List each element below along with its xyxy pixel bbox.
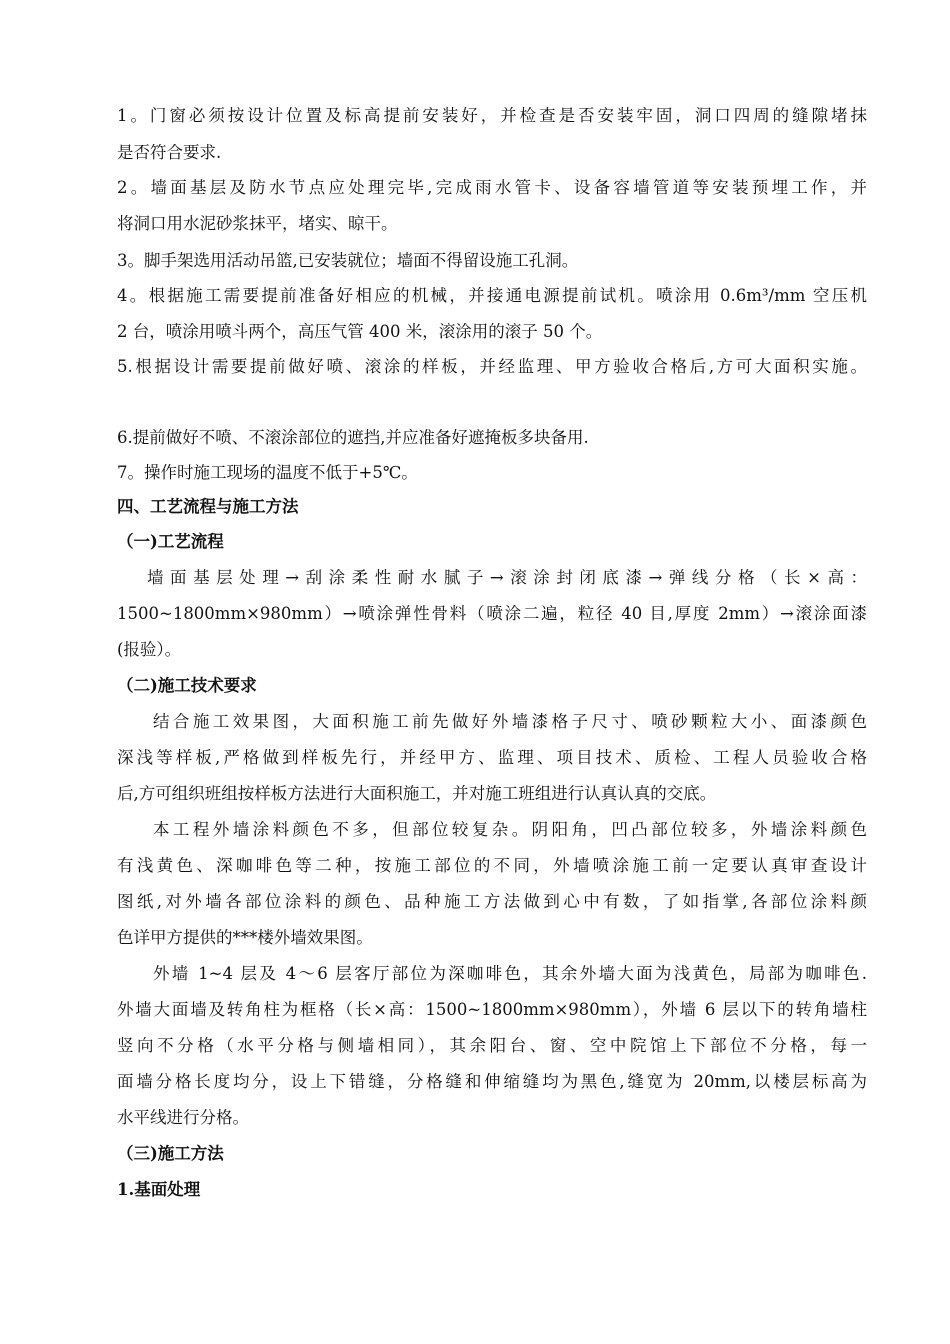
doc-line-4: 将洞口用水泥砂浆抹平，堵实、晾干。 <box>117 214 398 233</box>
doc-line-19: 后,方可组织班组按样板方法进行大面积施工，并对施工班组进行认真认真的交底。 <box>117 784 717 803</box>
doc-line-13: 墙面基层处理→刮涂柔性耐水腻子→滚涂封闭底漆→弹线分格（长×高： <box>147 568 867 587</box>
subheading-base-treatment: 1.基面处理 <box>117 1180 201 1199</box>
doc-line-2: 是否符合要求. <box>117 143 222 162</box>
doc-line-9: 6.提前做好不喷、不滚涂部位的遮挡,并应准备好遮掩板多块备用. <box>117 428 589 447</box>
doc-line-23: 色详甲方提供的***楼外墙效果图。 <box>117 928 373 947</box>
doc-line-5: 3。脚手架选用活动吊篮,已安装就位；墙面不得留设施工孔洞。 <box>117 251 579 270</box>
doc-line-3: 2。墙面基层及防水节点应处理完毕,完成雨水管卡、设备容墙管道等安装预埋工作，并 <box>117 178 867 197</box>
doc-line-17: 结合施工效果图，大面积施工前先做好外墙漆格子尺寸、喷砂颗粒大小、面漆颜色 <box>153 712 867 731</box>
doc-line-24: 外墙 1~4 层及 4～6 层客厅部位为深咖啡色，其余外墙大面为浅黄色，局部为咖啡色. <box>153 964 867 983</box>
doc-line-22: 图纸,对外墙各部位涂料的颜色、品种施工方法做到心中有数，了如指掌,各部位涂料颜 <box>117 892 867 911</box>
doc-line-7: 2 台，喷涂用喷斗两个，高压气管 400 米，滚涂用的滚子 50 个。 <box>117 322 603 341</box>
doc-line-6: 4。根据施工需要提前准备好相应的机械，并接通电源提前试机。喷涂用 0.6m³/mm 空压机 <box>117 286 867 305</box>
doc-line-14: 1500~1800mm×980mm）→喷涂弹性骨料（喷涂二遍，粒径 40 目,厚度 2mm）→滚涂面漆 <box>117 604 867 623</box>
doc-line-10: 7。操作时施工现场的温度不低于+5℃。 <box>117 463 418 482</box>
doc-line-25: 外墙大面墙及转角柱为框格（长×高：1500~1800mm×980mm），外墙 6 层以下的转角墙柱 <box>117 1000 867 1019</box>
subheading-process-flow: （一)工艺流程 <box>117 532 224 551</box>
doc-line-1: 1。门窗必须按设计位置及标高提前安装好，并检查是否安装牢固，洞口四周的缝隙堵抹 <box>117 106 867 125</box>
subheading-technical-requirements: （二)施工技术要求 <box>117 676 257 695</box>
subheading-construction-method: （三)施工方法 <box>117 1144 224 1163</box>
doc-line-20: 本工程外墙涂料颜色不多，但部位较复杂。阴阳角，凹凸部位较多，外墙涂料颜色 <box>153 820 867 839</box>
doc-line-28: 水平线进行分格。 <box>117 1108 249 1127</box>
doc-line-15: (报验）。 <box>117 640 182 659</box>
doc-line-21: 有浅黄色、深咖啡色等二种，按施工部位的不同，外墙喷涂施工前一定要认真审查设计 <box>117 856 867 875</box>
section-heading-4: 四、工艺流程与施工方法 <box>117 497 299 516</box>
doc-line-18: 深浅等样板,严格做到样板先行，并经甲方、监理、项目技术、质检、工程人员验收合格 <box>117 748 867 767</box>
doc-line-8: 5.根据设计需要提前做好喷、滚涂的样板，并经监理、甲方验收合格后,方可大面积实施。 <box>117 357 867 376</box>
doc-line-26: 竖向不分格（水平分格与侧墙相同），其余阳台、窗、空中院馆上下部位不分格，每一 <box>117 1036 867 1055</box>
doc-line-27: 面墙分格长度均分，设上下错缝，分格缝和伸缩缝均为黑色,缝宽为 20mm,以楼层标高为 <box>117 1072 867 1091</box>
